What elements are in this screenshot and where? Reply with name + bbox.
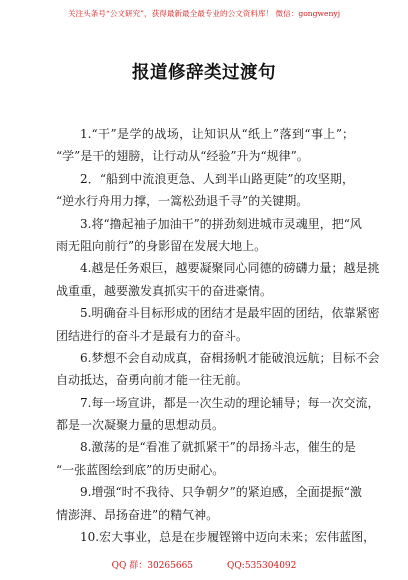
text-line: 2．“船到中流浪更急、人到半山路更陡”的攻坚期， <box>80 171 354 186</box>
text-line: 7.每一场宣讲，都是一次生动的理论辅导；每一次交流， <box>80 395 380 410</box>
text-line: 战重重，越要激发真抓实干的奋进豪情。 <box>56 283 273 298</box>
text-line: “一张蓝图绘到底”的历史耐心。 <box>56 462 225 477</box>
paragraph <box>56 481 362 526</box>
document-body <box>56 123 380 548</box>
text-line: 5.明确奋斗目标形成的团结才是最牢固的团结，依靠紧密 <box>80 306 380 321</box>
text-line: 情澎湃、昂扬奋进”的精气神。 <box>56 507 219 522</box>
paragraph <box>56 526 376 548</box>
text-line: 10.宏大事业，总是在步履铿锵中迈向未来；宏伟蓝图， <box>80 530 376 545</box>
text-line: 都是一次凝聚力量的思想动员。 <box>56 418 225 433</box>
paragraph <box>56 392 380 437</box>
text-line: 自动抵达，奋勇向前才能一往无前。 <box>56 373 249 388</box>
text-line: 4.越是任务艰巨，越要凝聚同心同德的磅礴力量；越是挑 <box>80 261 380 276</box>
text-line: 6.梦想不会自动成真，奋楫扬帆才能破浪远航；目标不会 <box>80 350 380 365</box>
paragraph <box>56 213 362 258</box>
text-line: 1.“干”是学的战场，让知识从“纸上”落到“事上”； <box>80 127 354 141</box>
text-line: 雨无阻向前行”的身影留在发展大地上。 <box>56 238 267 253</box>
header-note: 关注头条号“公文研究”，获得最新最全最专业的公文资料库！ 微信：gongwenyj <box>67 9 341 18</box>
text-line: 团结进行的奋斗才是最有力的奋斗。 <box>56 328 249 343</box>
paragraph <box>56 257 380 302</box>
text-line: “学”是干的翅膀，让行动从“经验”升为“规律”。 <box>56 149 309 164</box>
paragraph <box>56 347 380 392</box>
paragraph <box>56 168 354 213</box>
paragraph <box>56 123 354 168</box>
footer-contact <box>0 560 408 572</box>
qq-group-text: QQ 群：30265665 <box>111 561 194 571</box>
text-line: “逆水行舟用力撑，一篙松劲退千寻”的关键期。 <box>56 194 309 209</box>
page-title: 报道修辞类过渡句 <box>132 63 276 83</box>
qq-text: QQ:535304092 <box>227 561 297 571</box>
paragraph <box>56 302 380 347</box>
text-line: 8.激荡的是“看准了就抓紧干”的昂扬斗志，催生的是 <box>80 440 356 455</box>
text-line: 3.将“撸起袖子加油干”的拼劲刻进城市灵魂里，把“风 <box>80 216 362 231</box>
text-line: 9.增强“时不我待、只争朝夕”的紧迫感，全面提振“激 <box>80 485 362 500</box>
paragraph <box>56 436 354 481</box>
